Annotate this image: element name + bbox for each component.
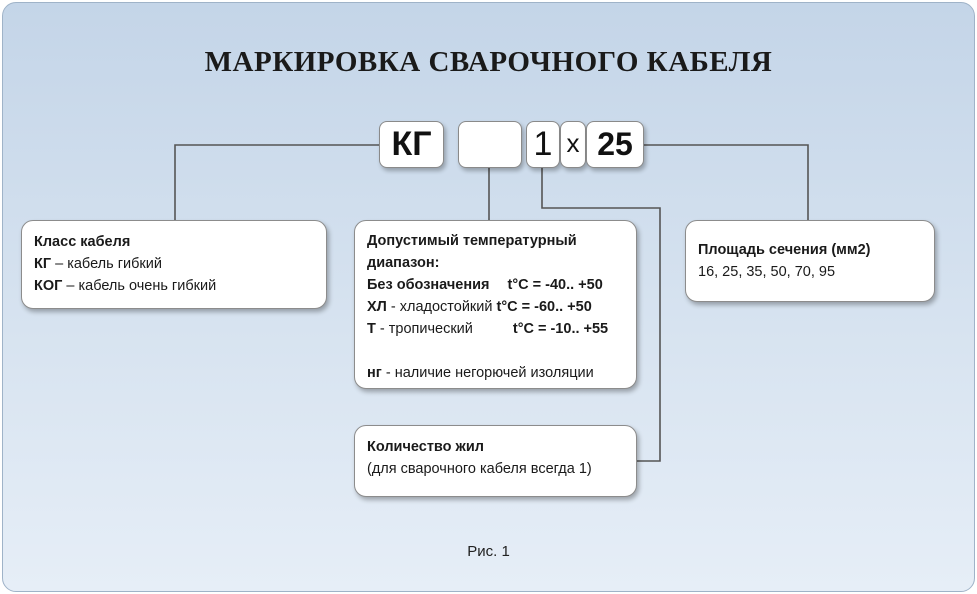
code-token-cores	[526, 121, 560, 168]
connector-class	[175, 145, 379, 220]
temperature-row-name: Без обозначения	[367, 277, 490, 293]
cores-count-box	[354, 425, 637, 497]
temperature-row	[367, 296, 624, 318]
temperature-row	[367, 274, 624, 296]
cable-class-box	[21, 220, 327, 309]
cable-class-row	[34, 275, 314, 297]
diagram-title: МАРКИРОВКА СВАРОЧНОГО КАБЕЛЯ	[204, 46, 773, 78]
cores-count-note: (для сварочного кабеля всегда 1)	[367, 461, 592, 477]
temperature-note	[367, 362, 624, 384]
code-type-text: КГ	[391, 125, 432, 163]
cores-count-heading: Количество жил	[367, 439, 484, 455]
temperature-heading-line2: диапазон:	[367, 255, 440, 271]
code-token-section	[586, 121, 644, 168]
cable-class-code: КГ	[34, 256, 52, 272]
temperature-note-code: нг	[367, 365, 382, 381]
temperature-row-name: Т	[367, 321, 376, 337]
temperature-row-range: t°C = -40.. +50	[507, 277, 603, 293]
cable-class-row	[34, 253, 314, 275]
code-token-temp	[458, 121, 522, 168]
cross-section-box	[685, 220, 935, 302]
temperature-row-sep: - тропический	[375, 321, 489, 337]
code-section-text: 25	[597, 126, 633, 162]
cable-class-code: КОГ	[34, 278, 63, 294]
connector-section	[642, 145, 808, 220]
code-token-type	[379, 121, 444, 168]
temperature-heading-line1: Допустимый температурный	[367, 233, 577, 249]
cable-class-desc: – кабель очень гибкий	[62, 278, 217, 294]
cross-section-heading: Площадь сечения (мм2)	[698, 242, 871, 258]
temperature-note-text: - наличие негорючей изоляции	[381, 365, 594, 381]
temperature-row-name: ХЛ	[367, 299, 387, 315]
temperature-row	[367, 318, 624, 340]
temperature-range-box	[354, 220, 637, 389]
code-cores-text: 1	[533, 125, 553, 163]
cable-class-desc: – кабель гибкий	[51, 256, 162, 272]
temperature-row-range: t°C = -10.. +55	[512, 321, 609, 337]
code-times-text: x	[566, 128, 580, 158]
cross-section-values: 16, 25, 35, 50, 70, 95	[698, 264, 836, 280]
temperature-row-range: t°C = -60.. +50	[496, 299, 592, 315]
figure-caption: Рис. 1	[467, 543, 510, 560]
cable-class-heading: Класс кабеля	[34, 234, 131, 250]
code-token-times	[560, 121, 586, 168]
temperature-row-sep: - хладостойкий	[386, 299, 497, 315]
